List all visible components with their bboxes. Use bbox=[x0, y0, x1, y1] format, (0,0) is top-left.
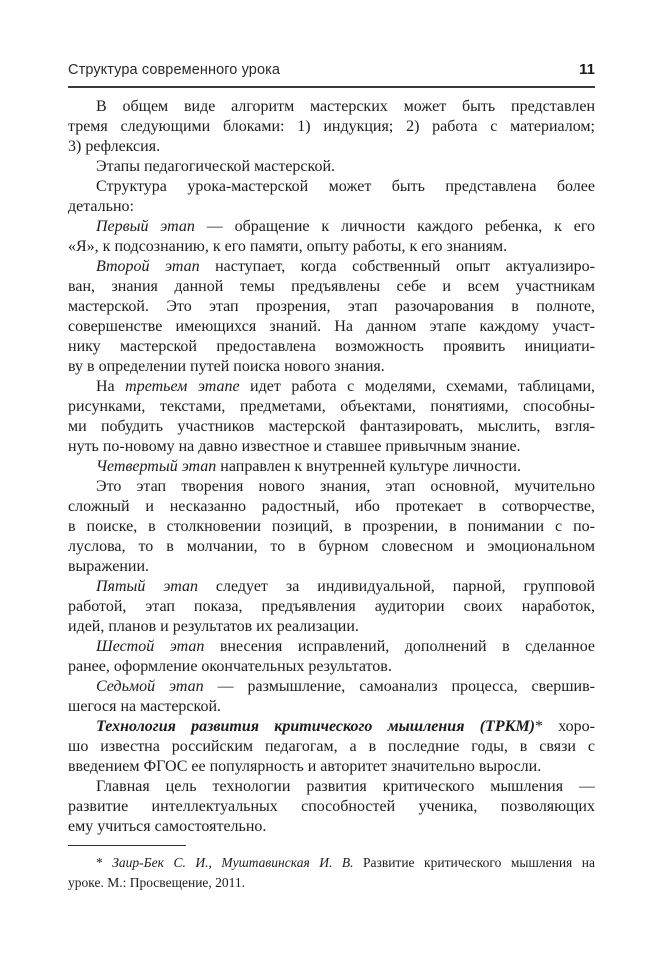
text-segment: Структура урока-мастерской может быть представлена более bbox=[96, 178, 595, 195]
text-segment: Пятый этап bbox=[96, 578, 198, 595]
text-segment: наступает, когда собственный опыт актуализиро- bbox=[199, 258, 595, 275]
text-line bbox=[68, 517, 595, 537]
text-line bbox=[68, 577, 595, 597]
text-line bbox=[68, 137, 595, 157]
text-segment: третьем этапе bbox=[125, 378, 240, 395]
text-line bbox=[68, 177, 595, 197]
text-segment: * хоро- bbox=[535, 718, 595, 735]
paragraph bbox=[68, 177, 595, 217]
text-segment: Развитие критического мышления на bbox=[353, 855, 595, 870]
text-line bbox=[68, 477, 595, 497]
text-segment: Второй этап bbox=[96, 258, 200, 275]
paragraph bbox=[68, 637, 595, 677]
text-segment: ми побудить участников мастерской фантазировать, мыслить, взгля- bbox=[68, 418, 595, 435]
text-segment: идет работа с моделями, схемами, таблицами, bbox=[239, 378, 595, 395]
text-segment: Четвертый этап bbox=[96, 458, 217, 475]
text-segment: * bbox=[96, 855, 113, 870]
text-line bbox=[68, 737, 595, 757]
text-segment: уроке. М.: Просвещение, 2011. bbox=[68, 875, 246, 890]
text-line bbox=[68, 697, 595, 717]
text-segment: идей, планов и результатов их реализации. bbox=[68, 618, 359, 635]
paragraph bbox=[68, 477, 595, 577]
footnote-separator-rule bbox=[68, 845, 186, 846]
text-segment: Главная цель технологии развития критического мышления — bbox=[96, 778, 595, 795]
text-segment: детально: bbox=[68, 198, 134, 215]
text-line bbox=[68, 377, 595, 397]
running-head bbox=[68, 61, 595, 88]
text-line bbox=[68, 337, 595, 357]
paragraph bbox=[68, 217, 595, 257]
text-segment: нику мастерской предоставлена возможность проявить инициати- bbox=[68, 338, 595, 355]
paragraph bbox=[68, 577, 595, 637]
text-segment: ву в определении путей поиска нового знания. bbox=[68, 358, 385, 375]
text-segment: ранее, оформление окончательных результатов. bbox=[68, 658, 392, 675]
text-line bbox=[68, 853, 595, 873]
text-segment: направлен к внутренней культуре личности. bbox=[216, 458, 521, 475]
text-line bbox=[68, 757, 595, 777]
paragraph bbox=[68, 97, 595, 157]
text-line bbox=[68, 677, 595, 697]
paragraph bbox=[68, 377, 595, 457]
paragraph bbox=[68, 677, 595, 717]
text-line bbox=[68, 297, 595, 317]
text-segment: тремя следующими блоками: 1) индукция; 2) работа с материалом; bbox=[68, 118, 595, 135]
text-segment: выражении. bbox=[68, 558, 150, 575]
text-line bbox=[68, 557, 595, 577]
text-segment: внесения исправлений, дополнений в сделанное bbox=[204, 638, 595, 655]
text-segment: развитие интеллектуальных способностей ученика, позволяющих bbox=[68, 798, 595, 815]
text-segment: В общем виде алгоритм мастерских может быть представлен bbox=[96, 98, 595, 115]
text-segment: Заир-Бек С. И., Муштавинская И. В. bbox=[112, 855, 354, 870]
text-segment: ему учиться самостоятельно. bbox=[68, 818, 267, 835]
text-line bbox=[68, 817, 595, 837]
text-segment: мастерской. Это этап прозрения, этап разочарования в полноте, bbox=[68, 298, 595, 315]
text-segment: Первый этап bbox=[96, 218, 195, 235]
text-line bbox=[68, 157, 595, 177]
text-line bbox=[68, 197, 595, 217]
text-line bbox=[68, 417, 595, 437]
text-line bbox=[68, 217, 595, 237]
text-segment: следует за индивидуальной, парной, групповой bbox=[197, 578, 595, 595]
text-line bbox=[68, 457, 595, 477]
text-segment: Технология развития критического мышления (ТРКМ) bbox=[96, 718, 535, 735]
text-line bbox=[68, 637, 595, 657]
text-line bbox=[68, 497, 595, 517]
text-line bbox=[68, 617, 595, 637]
text-segment: — размышление, самоанализ процесса, свершив- bbox=[203, 678, 595, 695]
text-segment: 3) рефлексия. bbox=[68, 138, 161, 155]
text-line bbox=[68, 277, 595, 297]
text-line bbox=[68, 237, 595, 257]
page-number: 11 bbox=[579, 61, 595, 78]
text-segment: в поиске, в столкновении позиций, в прозрении, в понимании с по- bbox=[68, 518, 595, 535]
text-segment: шо известна российским педагогам, а в последние годы, в связи с bbox=[68, 738, 595, 755]
body-text bbox=[68, 97, 595, 837]
text-segment: шегося на мастерской. bbox=[68, 698, 222, 715]
text-segment: сложный и несказанно радостный, ибо протекает в сотворчестве, bbox=[68, 498, 595, 515]
paragraph bbox=[68, 717, 595, 777]
footnote bbox=[68, 845, 595, 893]
text-line bbox=[68, 873, 595, 893]
text-segment: Это этап творения нового знания, этап основной, мучительно bbox=[96, 478, 595, 495]
text-segment: Этапы педагогической мастерской. bbox=[96, 158, 336, 175]
footnote-text bbox=[68, 853, 595, 893]
text-segment: Седьмой этап bbox=[96, 678, 204, 695]
text-line bbox=[68, 597, 595, 617]
paragraph bbox=[68, 457, 595, 477]
text-segment: На bbox=[96, 378, 126, 395]
text-line bbox=[68, 777, 595, 797]
paragraph bbox=[68, 777, 595, 837]
text-line bbox=[68, 437, 595, 457]
text-segment: работой, этап показа, предъявления аудитории своих наработок, bbox=[68, 598, 595, 615]
text-segment: ван, знания данной темы предъявлены себе и всем участникам bbox=[68, 278, 595, 295]
paragraph bbox=[68, 157, 595, 177]
text-line bbox=[68, 797, 595, 817]
text-line bbox=[68, 357, 595, 377]
text-line bbox=[68, 537, 595, 557]
text-segment: совершенстве имеющихся знаний. На данном этапе каждому участ- bbox=[68, 318, 595, 335]
text-line bbox=[68, 257, 595, 277]
text-segment: — обращение к личности каждого ребенка, к его bbox=[194, 218, 595, 235]
text-line bbox=[68, 717, 595, 737]
running-head-title: Структура современного урока bbox=[68, 62, 281, 78]
text-segment: рисунками, текстами, предметами, объектами, понятиями, способны- bbox=[68, 398, 595, 415]
text-line bbox=[68, 317, 595, 337]
paragraph bbox=[68, 257, 595, 377]
text-segment: луслова, то в молчании, то в бурном словесном и эмоциональном bbox=[68, 538, 595, 555]
text-segment: «Я», к подсознанию, к его памяти, опыту работы, к его знаниям. bbox=[68, 238, 508, 255]
text-line bbox=[68, 397, 595, 417]
text-line bbox=[68, 657, 595, 677]
text-segment: нуть по-новому на давно известное и ставшее привычным знание. bbox=[68, 438, 521, 455]
text-line bbox=[68, 117, 595, 137]
text-line bbox=[68, 97, 595, 117]
text-segment: Шестой этап bbox=[96, 638, 205, 655]
text-segment: введением ФГОС ее популярность и авторитет значительно выросли. bbox=[68, 758, 542, 775]
